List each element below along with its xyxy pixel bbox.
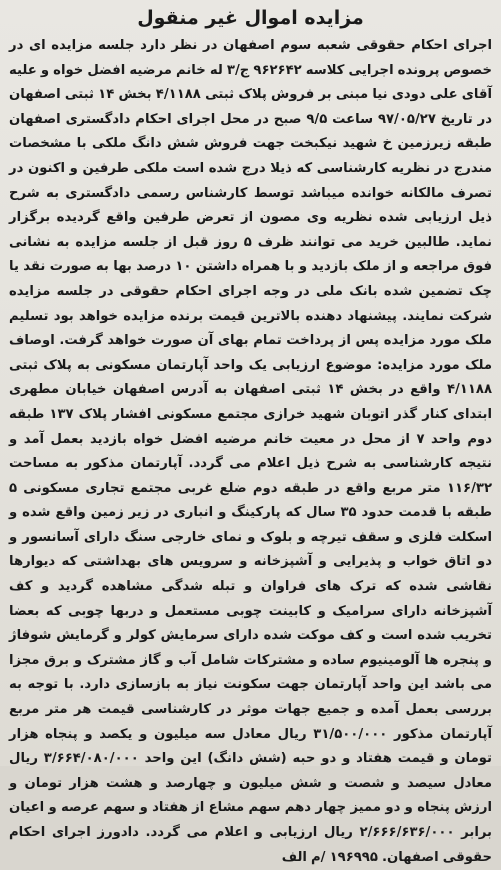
- notice-body: اجرای احکام حقوقی شعبه سوم اصفهان در نظر دارد جلسه مزایده ای در خصوص پرونده اجرایی کلاسه ۹۶۲۶۴۲ ج/۳ له خانم مرضیه افضل خواه و علیه آقای علی دودی نیا مبنی بر فروش پلاک ثبتی ۴/۱۱۸۸ بخش ۱۴ ثبتی اصفهان در تاریخ ۹۷/۰۵/۲۷ ساعت ۹/۵ صبح در محل اجرای احکام دادگستری اصفهان طبقه زیرزمین خ شهید نیکبخت جهت فروش شش دانگ ملکی با مشخصات مندرج در نظریه کارشناسی که ذیلا درج شده است ملکی طرفین و اکنون در تصرف مالکانه خوانده میباشد توسط کارشناس رسمی دادگستری به شرح ذیل ارزیابی شده نظریه وی مصون از تعرض طرفین واقع گردیده برگزار نماید. طالبین خرید می توانند ظرف ۵ روز قبل از جلسه مزایده به نشانی فوق مراجعه و از ملک بازدید و با همراه داشتن ۱۰ درصد بها به صورت نقد یا چک تضمین شده بانک ملی در وجه اجرای احکام حقوقی در جلسه مزایده شرکت نمایند. پیشنهاد دهنده بالاترین قیمت برنده مزایده خواهد بود تسلیم ملک مورد مزایده پس از پرداخت تمام بهای آن صورت خواهد گرفت. اوصاف ملک مورد مزایده: موضوع ارزیابی یک واحد آپارتمان مسکونی به پلاک ثبتی ۴/۱۱۸۸ واقع در بخش ۱۴ ثبتی اصفهان به آدرس اصفهان خیابان مطهری ابتدای کنار گذر اتوبان شهید خرازی مجتمع مسکونی افشار پلاک ۱۳۷ طبقه دوم واحد ۷ از محل در معیت خانم مرضیه افضل خواه بازدید بعمل آمد و نتیجه کارشناسی به شرح ذیل اعلام می گردد. آپارتمان مذکور به مساحت ۱۱۶/۳۲ متر مربع واقع در طبقه دوم ضلع غربی مجتمع تجاری مسکونی ۵ طبقه با قدمت حدود ۳۵ سال که پارکینگ و انباری در زیر زمین واقع شده و اسکلت فلزی و سقف تیرچه و بلوک و نمای خارجی سنگ دارای آسانسور و دو اتاق خواب و پذیرایی و آشپزخانه و سرویس های بهداشتی که دیوارها نقاشی شده که ترک های فراوان و تبله شدگی مشاهده گردید و کف آشپزخانه دارای سرامیک و کابینت چوبی مستعمل و دربها چوبی که بعضا تخریب شده است و کف موکت شده دارای سرمایش کولر و گرمایش شوفاژ و پنجره ها آلومینیوم ساده و مشترکات شامل آب و گاز مشترک و برق مجزا می باشد این واحد آپارتمان جهت سکونت نیاز به بازسازی دارد. با توجه به بررسی بعمل آمده و جمیع جهات موثر در کارشناسی قیمت هر متر مربع آپارتمان مذکور ۳۱/۵۰۰/۰۰۰ ریال معادل سه میلیون و یکصد و پنجاه هزار تومان و قیمت هفتاد و دو حبه (شش دانگ) این واحد ۳/۶۶۴/۰۸۰/۰۰۰ ریال معادل سیصد و شصت و شش میلیون و چهارصد و هشت هزار تومان و ارزش پنجاه و دو ممیز چهار دهم سهم مشاع از هفتاد و سهم عرصه و اعیان برابر ۲/۶۶۶/۶۳۶/۰۰۰ ریال ارزیابی و اعلام می گردد. دادورز اجرای احکام حقوقی اصفهان. ۱۹۶۹۹۵ /م الف: [9, 38, 493, 865]
- notice-title: مزایده اموال غیر منقول: [137, 7, 364, 29]
